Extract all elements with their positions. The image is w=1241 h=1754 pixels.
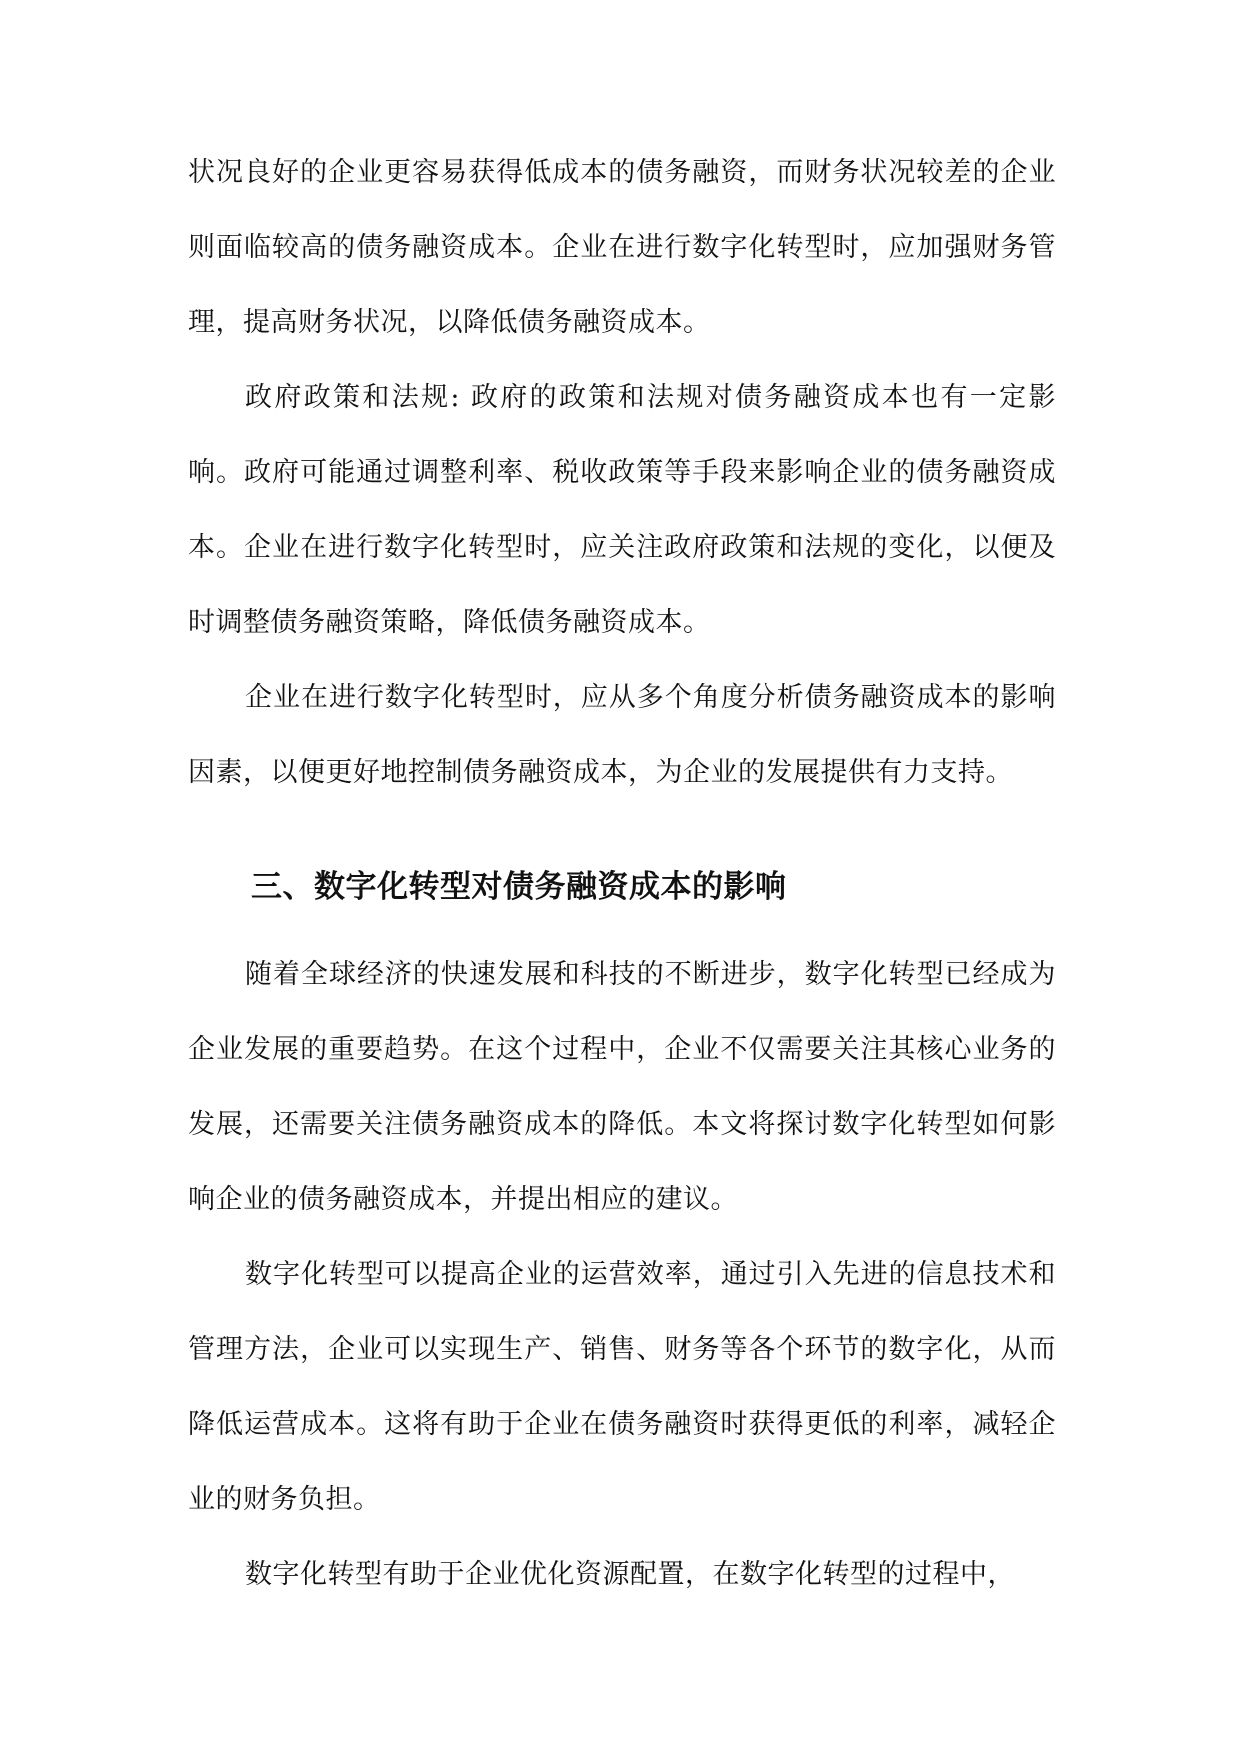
paragraph-government-policy: 政府政策和法规: 政府的政策和法规对债务融资成本也有一定影响。政府可能通过调整利率、税收政策等手段来影响企业的债务融资成本。企业在进行数字化转型时，应关注政府政策和法规的变化，以便及时调整债务融资策略，降低债务融资成本。 (188, 382, 1056, 638)
paragraph-operational-efficiency: 数字化转型可以提高企业的运营效率，通过引入先进的信息技术和管理方法，企业可以实现生产、销售、财务等各个环节的数字化，从而降低运营成本。这将有助于企业在债务融资时获得更低的利率，减轻企业的财务负担。 (188, 1259, 1056, 1515)
paragraph-digital-trend: 随着全球经济的快速发展和科技的不断进步，数字化转型已经成为企业发展的重要趋势。在这个过程中，企业不仅需要关注其核心业务的发展，还需要关注债务融资成本的降低。本文将探讨数字化转型如何影响企业的债务融资成本，并提出相应的建议。 (188, 959, 1056, 1215)
paragraph-financial-status: 状况良好的企业更容易获得低成本的债务融资，而财务状况较差的企业则面临较高的债务融资成本。企业在进行数字化转型时，应加强财务管理，提高财务状况，以降低债务融资成本。 (188, 157, 1056, 338)
section-heading: 三、数字化转型对债务融资成本的影响 (251, 869, 787, 905)
paragraph-multi-angle-analysis: 企业在进行数字化转型时，应从多个角度分析债务融资成本的影响因素，以便更好地控制债务融资成本，为企业的发展提供有力支持。 (188, 682, 1056, 788)
paragraph-resource-allocation: 数字化转型有助于企业优化资源配置，在数字化转型的过程中， (245, 1559, 1015, 1590)
